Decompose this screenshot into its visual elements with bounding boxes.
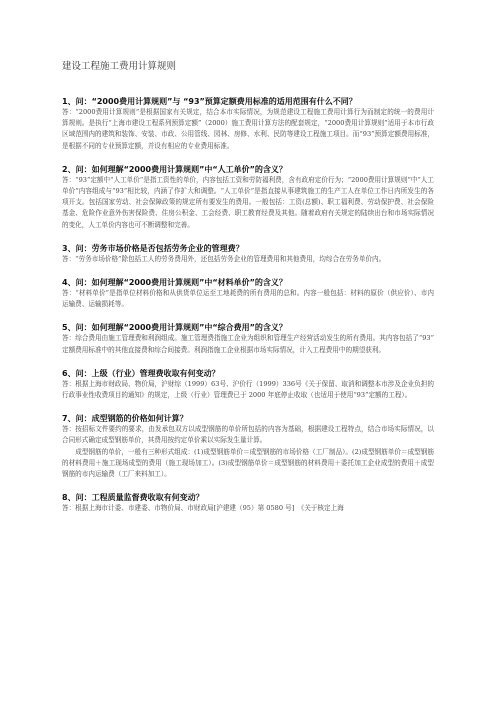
answer-1	[62, 107, 434, 152]
answer-7	[62, 424, 434, 480]
answer-4-paragraph: 答：“材料单价”是指单位材料价格和从供货单位运至工地耗费的所有费用的总和。内容一般包括：材料的原价（供应价）、市内运输费、运输损耗等。	[62, 289, 434, 309]
question-6: 6、问：上级（行业）管理费收取有何变动？	[62, 368, 220, 378]
qa-item-6	[62, 368, 434, 401]
answer-3	[62, 254, 434, 265]
question-5: 5、问：如何理解“2000费用计算规则”中“综合费用”的含义？	[62, 323, 287, 333]
answer-8	[62, 503, 434, 514]
question-3: 3、问：劳务市场价格是否包括劳务企业的管理费？	[62, 243, 244, 253]
answer-6-paragraph: 答：根据上海市财政局、物价局，沪财综（1999）63号、沪价行（1999）336号《关于保留、取消和调整本市涉及企业负担的行政事业性收费项目的通知》的规定，上级（行业）管理费已于 2000 年底停止收取（也适用于使用“93”定额的工程）。	[62, 379, 434, 400]
answer-2-paragraph: 答：“93”定额中“人工单价”是指工资性的单价，内容包括工资和劳防福利费，含有政府定价行为；“2000费用计算规则”中“人工单价”内容组成与“93”相比较，内涵了作扩大和调整。“人工单价”是指直接从事建筑施工的生产工人在单位工作日内所发生的各项开支。包括国家劳动、社会保障政策的规定所有要发生的费用。一般包括：工资(总额)、职工福利费、劳动保护费、社会保险基金、危险作业意外伤害保险费、住房公积金、工会经费、职工教育经费及其他。随着政府有关规定的陆续出台和市场实际情况的变化，人工单价内容也可不断调整和完善。	[62, 175, 434, 229]
question-7: 7、问：成型钢筋的价格如何计算？	[62, 414, 188, 424]
qa-item-7	[62, 413, 434, 480]
qa-item-1	[62, 96, 434, 152]
question-2: 2、问：如何理解“2000费用计算规则”中“人工单价”的含义？	[62, 164, 287, 174]
answer-3-paragraph: 答：“劳务市场价格”除包括工人的劳务费用外，还包括劳务企业的管理费用和其他费用，均综合在劳务单价内。	[62, 254, 386, 263]
answer-5-paragraph: 答：综合费用由施工管理费和利润组成。施工管理费指施工企业为组织和管理生产经营活动发生的所有费用。其内容包括了“93” 定额费用标准中的其他直接费和综合间接费。利润指施工企业根据市场实际情况，计入工程费用中的期望获利。	[62, 334, 434, 354]
question-1: 1、问：“2000费用计算规则”与 “93”预算定额费用标准的适用范围有什么不同？	[62, 97, 357, 106]
answer-6	[62, 379, 434, 401]
answer-4	[62, 288, 434, 310]
document-title: 建设工程施工费用计算规则	[62, 61, 177, 72]
qa-item-5	[62, 322, 434, 355]
answer-1-paragraph: 答：“2000费用计算规则”是根据国家有关规定，结合本市实际情况，为规范建设工程施工费用计算行为而制定的统一的费用计算规则。是执行“上海市建设工程系列预算定额”（2000）施工费用计算方法的配套规定，“2000费用计算规则”适用于本市行政区域范围内的建筑和装饰、安装、市政、公用管线、园林、房修、水利、民防等建设工程施工项目。而“93”预算定额费用标准，是根据不同的专业预算定额，并设有相应的专业费用标准。	[62, 108, 434, 150]
qa-item-8	[62, 492, 434, 514]
answer-8-paragraph: 答：根据上海市计委、市建委、市物价局、市财政局[沪建建（95）第 0580 号] 《关于核定上海	[62, 504, 344, 513]
answer-5	[62, 333, 434, 355]
answer-2	[62, 175, 434, 231]
answer-7-paragraph-2: 成型钢筋的单价，一般有三种形式组成：(1)成型钢筋单价＝成型钢筋的市场价格（工厂制品）。(2)成型钢筋单价＝成型钢筋的材料费用＋施工现场成型的费用（施工现场加工）。(3)成型钢筋单价＝成型钢筋的材料费用＋委托加工企业成型的费用＋成型钢筋的市内运输费（工厂来料加工）。	[62, 447, 434, 479]
question-8: 8、问：工程质量监督费收取有何变动？	[62, 493, 204, 503]
question-4: 4、问：如何理解“2000费用计算规则”中“材料单价”的含义？	[62, 278, 287, 288]
qa-item-4	[62, 277, 434, 310]
qa-item-3	[62, 243, 434, 265]
answer-7-paragraph-1: 答：按招标文件要约的要求，由发承包双方以成型钢筋的单价所包括的内容为基础，根据建设工程特点，结合市场实际情况，以合同形式确定成型钢筋单价，其费用按约定单价乘以实际发生量计算。	[62, 425, 434, 445]
qa-item-2	[62, 164, 434, 231]
